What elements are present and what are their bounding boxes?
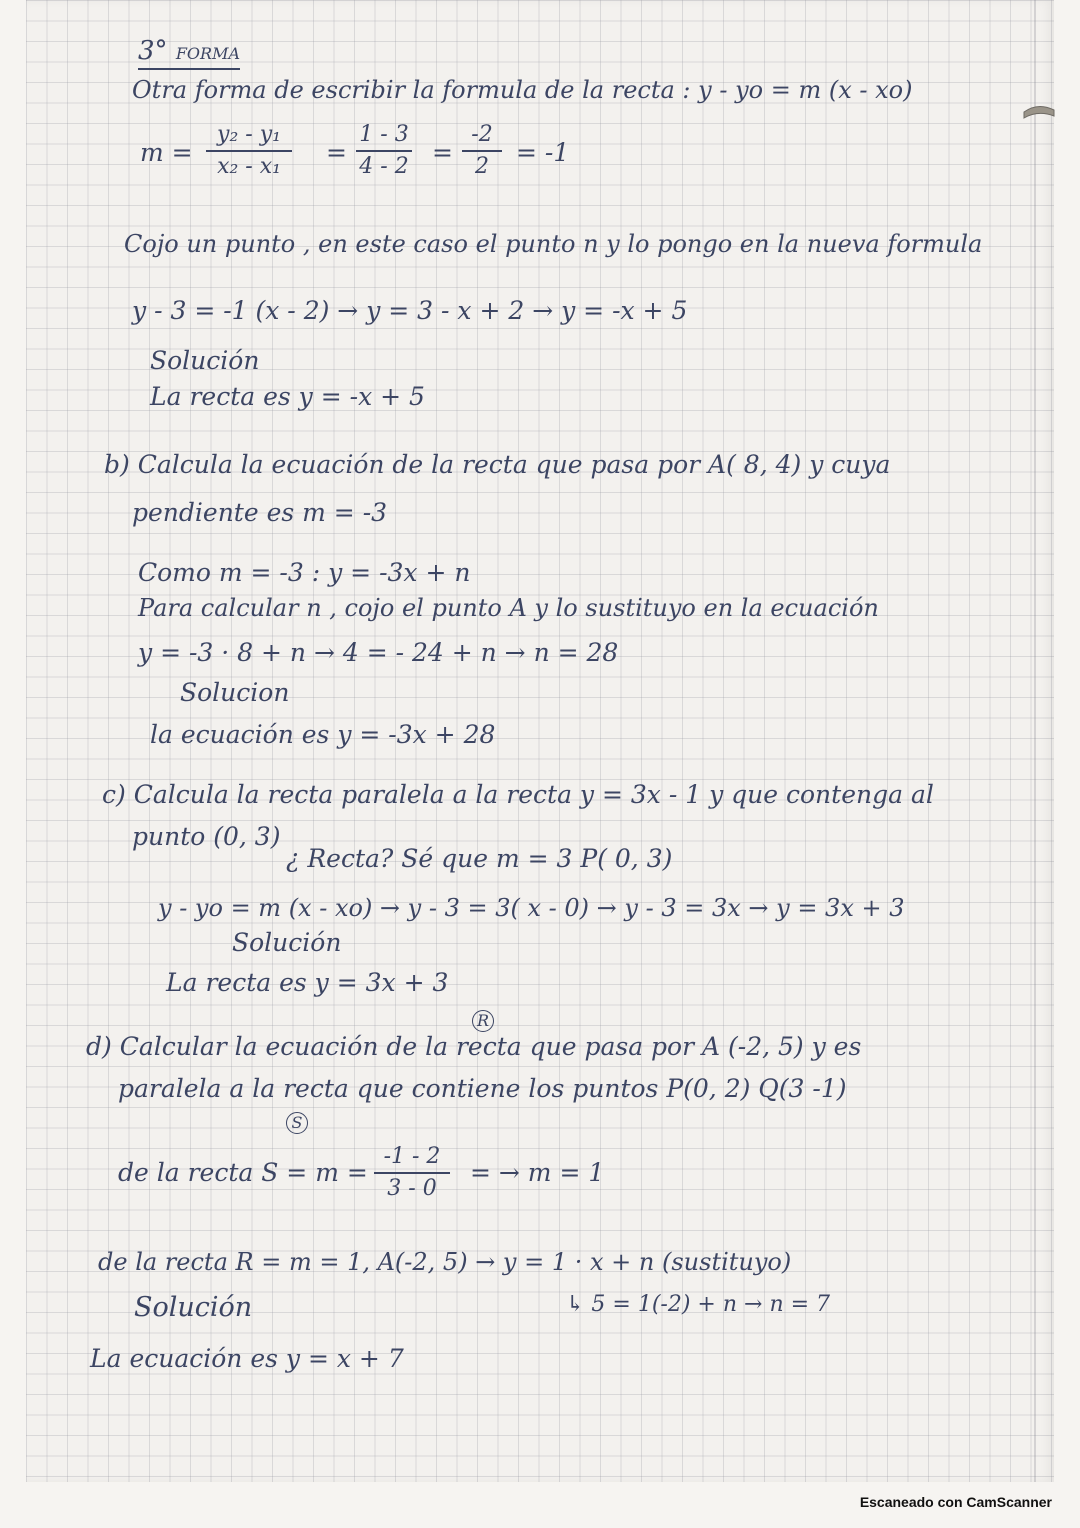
part-d-slope-pre: de la recta S = m = <box>118 1158 368 1187</box>
point-choice-line: Cojo un punto , en este caso el punto n y lo pongo en la nueva formula <box>124 230 983 258</box>
part-b-step: Como m = -3 : y = -3x + n <box>138 558 471 587</box>
solution-label: Solución <box>134 1292 253 1323</box>
part-c-equation: y - yo = m (x - xo) → y - 3 = 3( x - 0) → y - 3 = 3x → y = 3x + 3 <box>158 894 905 922</box>
fraction-numerator: -1 - 2 <box>383 1144 441 1169</box>
section-heading: 3° FORMA <box>138 38 240 64</box>
solution-line: La ecuación es y = x + 7 <box>90 1344 404 1373</box>
fraction-denominator: 4 - 2 <box>359 154 409 179</box>
part-b-step: Para calcular n , cojo el punto A y lo sustituyo en la ecuación <box>138 594 879 622</box>
part-d-statement-cont: paralela a la recta que contiene los puntos P(0, 2) Q(3 -1) <box>118 1074 847 1103</box>
fraction-denominator: x₂ - x₁ <box>217 154 281 179</box>
fraction-numerator: -2 <box>471 122 493 147</box>
part-c-statement: c) Calcula la recta paralela a la recta y = 3x - 1 y que contenga al <box>102 780 934 809</box>
slope-result: = -1 <box>516 138 570 167</box>
part-b-step: y = -3 · 8 + n → 4 = - 24 + n → n = 28 <box>138 638 619 667</box>
part-d-slope-post: = → m = 1 <box>470 1158 605 1187</box>
binder-clip-icon <box>1022 100 1056 126</box>
part-c-note: ¿ Recta? Sé que m = 3 P( 0, 3) <box>286 844 673 873</box>
fraction-numerator: y₂ - y₁ <box>217 122 281 147</box>
part-b-statement-cont: pendiente es m = -3 <box>132 498 388 527</box>
slope-label: m = <box>140 138 193 167</box>
slope-formula-fraction <box>206 124 292 178</box>
equation-line: y - 3 = -1 (x - 2) → y = 3 - x + 2 → y = -x + 5 <box>132 296 688 325</box>
equals-sign: = <box>326 138 347 167</box>
part-d-step: de la recta R = m = 1, A(-2, 5) → y = 1 · x + n (sustituyo) <box>98 1248 792 1276</box>
part-d-step: ↳ 5 = 1(-2) + n → n = 7 <box>566 1292 831 1317</box>
equals-sign: = <box>432 138 453 167</box>
solution-line: La recta es y = 3x + 3 <box>166 968 449 997</box>
part-c-statement-cont: punto (0, 3) <box>132 822 281 851</box>
solution-label: Solucion <box>180 678 290 707</box>
solution-line: la ecuación es y = -3x + 28 <box>150 720 496 749</box>
fraction-numerator: 1 - 3 <box>359 122 409 147</box>
solution-line: La recta es y = -x + 5 <box>150 382 425 411</box>
part-d-statement: d) Calcular la ecuación de la recta que pasa por A (-2, 5) y es <box>86 1032 862 1061</box>
slope-values-fraction <box>356 124 412 178</box>
scanner-watermark: Escaneado con CamScanner <box>859 1494 1052 1510</box>
line-s-circled-label: S <box>286 1112 308 1134</box>
slope-simplified-fraction <box>462 124 502 178</box>
intro-line: Otra forma de escribir la formula de la recta : y - yo = m (x - xo) <box>132 76 913 104</box>
part-b-statement: b) Calcula la ecuación de la recta que pasa por A( 8, 4) y cuya <box>104 450 891 479</box>
fraction-denominator: 2 <box>475 154 489 179</box>
part-d-slope-fraction <box>374 1146 450 1200</box>
solution-label: Solución <box>232 928 342 957</box>
solution-label: Solución <box>150 346 260 375</box>
page-margin-line <box>1034 0 1036 1482</box>
fraction-denominator: 3 - 0 <box>387 1176 437 1201</box>
line-r-circled-label: R <box>472 1010 494 1032</box>
